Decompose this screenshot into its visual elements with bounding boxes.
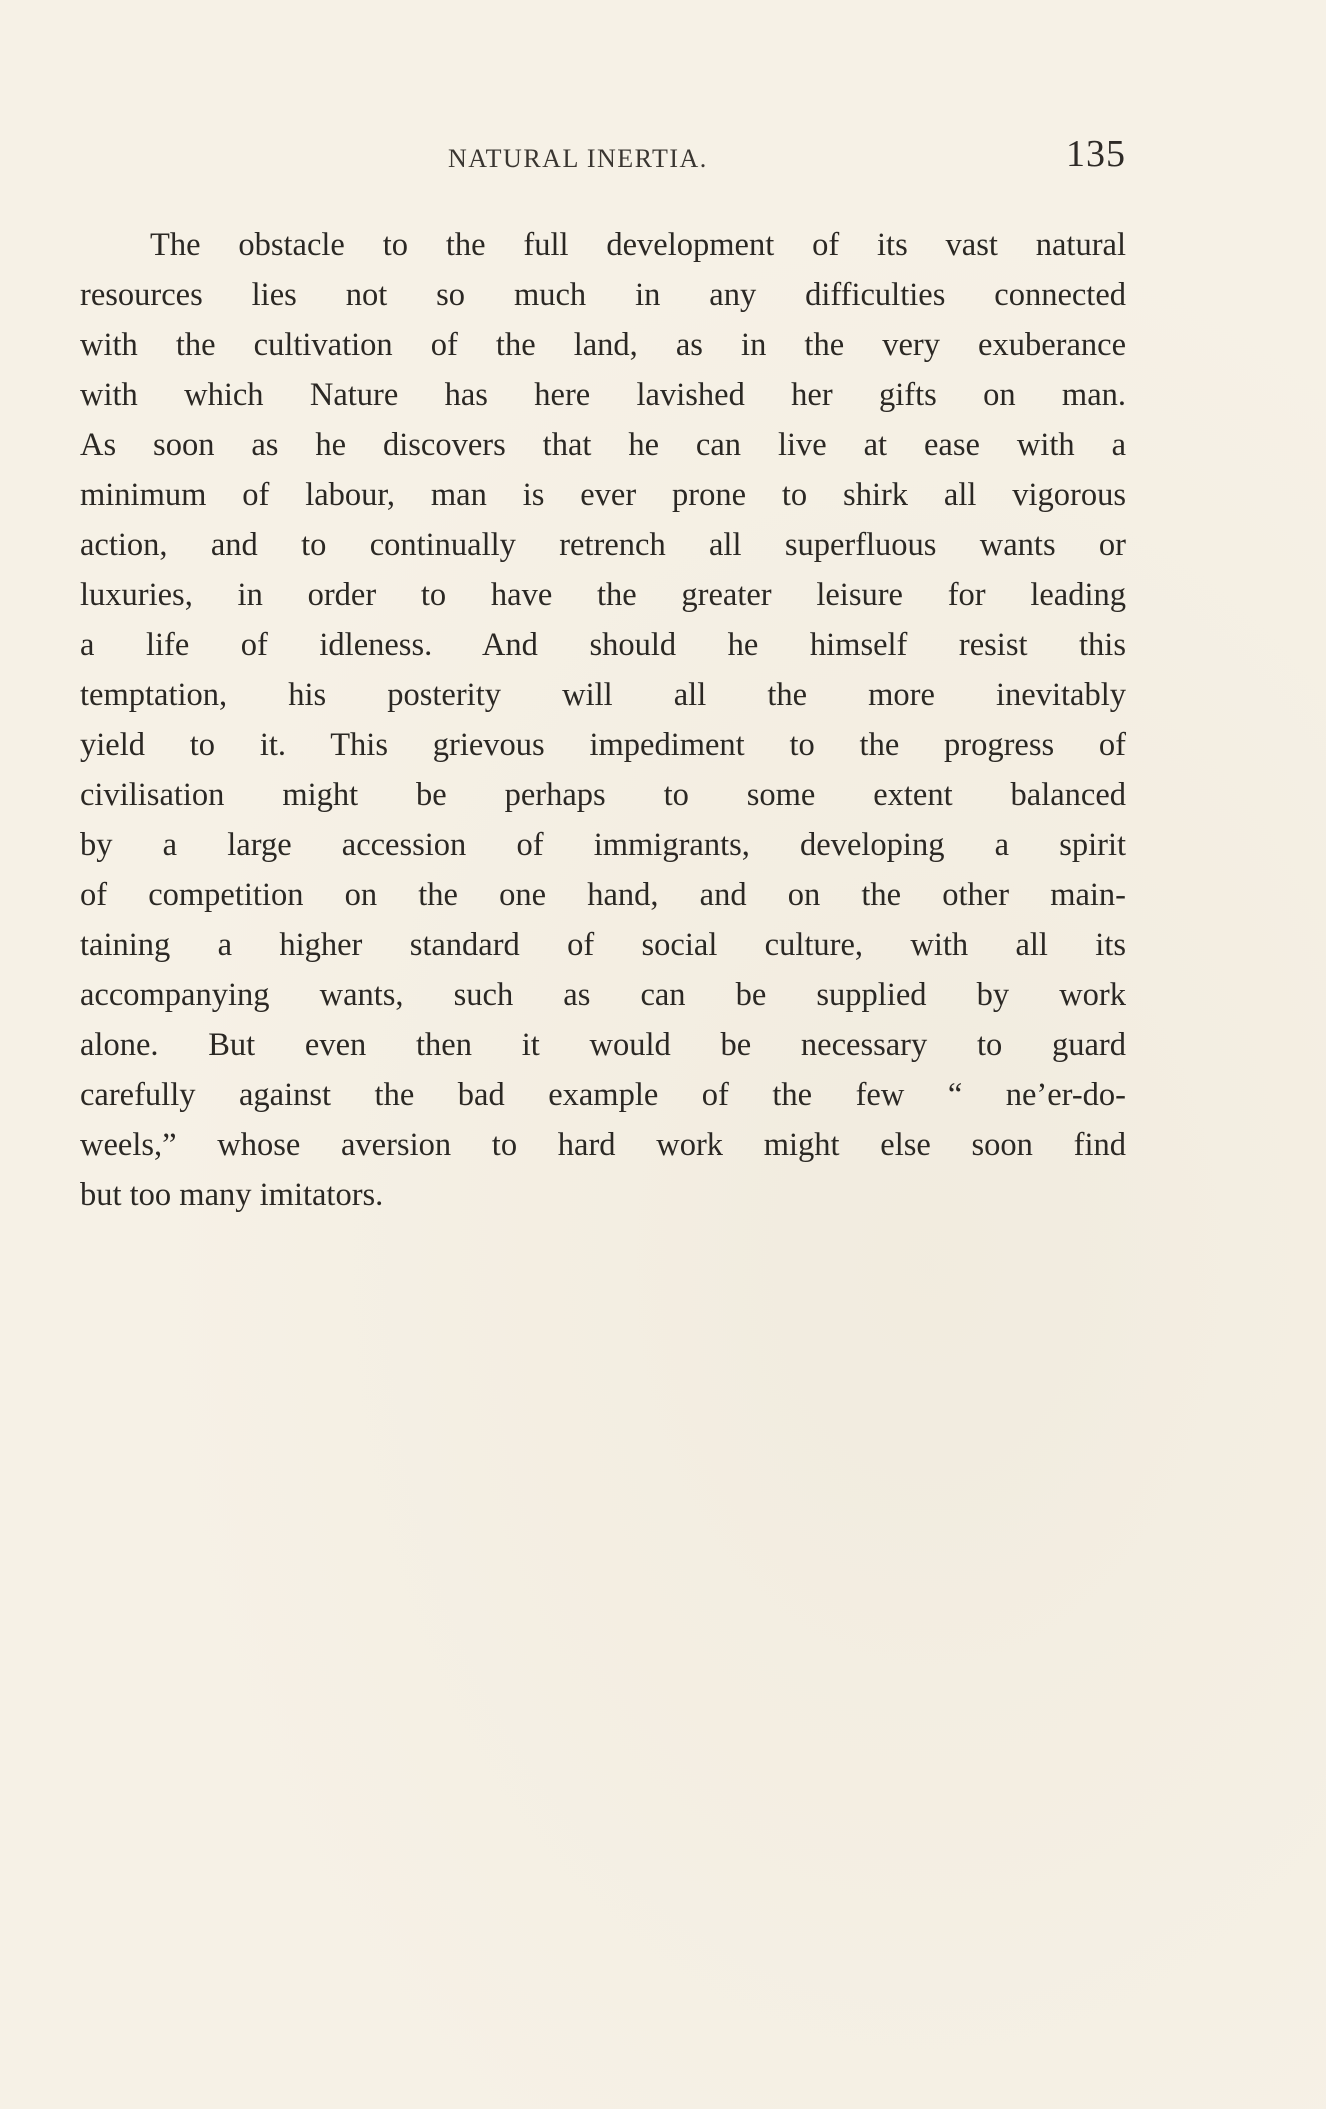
text-line: by a large accession of immigrants, developing a spirit — [80, 827, 1126, 863]
text-line: of competition on the one hand, and on the other main- — [80, 877, 1126, 913]
text-line: a life of idleness. And should he himself resist this — [80, 627, 1126, 663]
text-line: The obstacle to the full development of its vast natural — [150, 227, 1126, 263]
text-line: but too many imitators. — [80, 1177, 384, 1213]
body-paragraph — [80, 220, 1126, 1220]
text-line: action, and to continually retrench all superfluous wants or — [80, 527, 1126, 563]
text-line: with which Nature has here lavished her gifts on man. — [80, 377, 1126, 413]
text-line: taining a higher standard of social culture, with all its — [80, 927, 1126, 963]
text-line: luxuries, in order to have the greater leisure for leading — [80, 577, 1126, 613]
text-line: alone. But even then it would be necessary to guard — [80, 1027, 1126, 1063]
text-line: carefully against the bad example of the few “ ne’er-do- — [80, 1077, 1126, 1113]
text-line: temptation, his posterity will all the more inevitably — [80, 677, 1126, 713]
page-number: 135 — [1066, 133, 1126, 175]
running-title: NATURAL INERTIA. — [448, 144, 708, 173]
running-head — [80, 133, 1126, 178]
text-line: yield to it. This grievous impediment to the progress of — [80, 727, 1126, 763]
text-line: weels,” whose aversion to hard work might else soon find — [80, 1127, 1126, 1163]
text-line: civilisation might be perhaps to some extent balanced — [80, 777, 1126, 813]
text-line: resources lies not so much in any difficulties connected — [80, 277, 1126, 313]
text-line: As soon as he discovers that he can live at ease with a — [80, 427, 1126, 463]
text-line: with the cultivation of the land, as in the very exuberance — [80, 327, 1126, 363]
text-line: accompanying wants, such as can be supplied by work — [80, 977, 1126, 1013]
text-line: minimum of labour, man is ever prone to shirk all vigorous — [80, 477, 1126, 513]
